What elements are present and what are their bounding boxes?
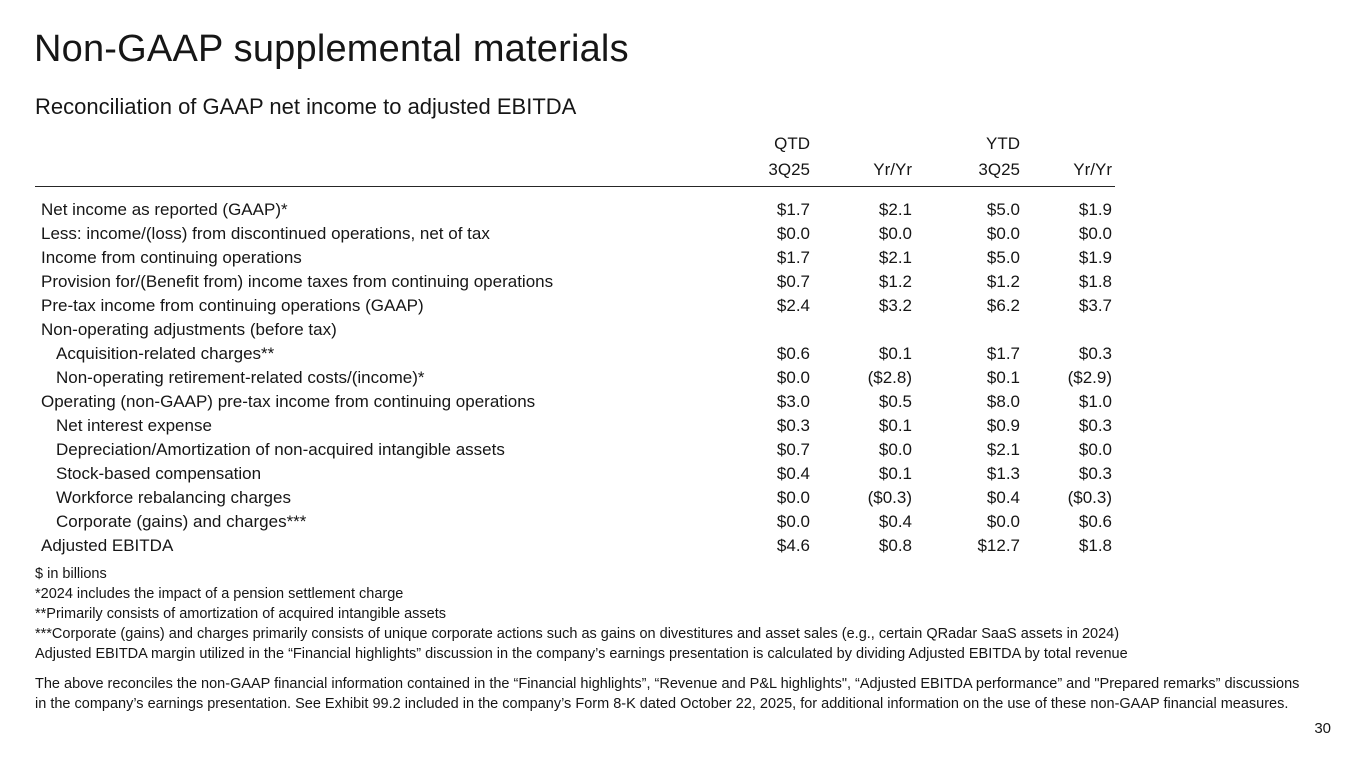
- ytd-yryr-value: $0.3: [1078, 344, 1112, 363]
- row-label: Depreciation/Amortization of non-acquired intangible assets: [56, 440, 505, 459]
- row-label: Adjusted EBITDA: [41, 536, 174, 555]
- qtd-yryr-value: ($2.8): [867, 368, 912, 387]
- row-label: Less: income/(loss) from discontinued operations, net of tax: [41, 224, 490, 243]
- ytd-3q25-value: $0.0: [986, 512, 1020, 531]
- table-row: [35, 486, 1115, 510]
- group-header-blank: [1023, 131, 1115, 156]
- ytd-yryr-value: $1.8: [1078, 536, 1112, 555]
- ytd-3q25-value: $6.2: [986, 296, 1020, 315]
- ytd-yryr-value: [1023, 318, 1115, 342]
- table-row: [35, 438, 1115, 462]
- page-number: 30: [1314, 720, 1331, 737]
- table-row: [35, 318, 1115, 342]
- header-spacer: [35, 131, 725, 156]
- ytd-yryr-value: $1.0: [1078, 392, 1112, 411]
- table-row: [35, 414, 1115, 438]
- table-row: [35, 366, 1115, 390]
- ytd-3q25-value: [915, 318, 1023, 342]
- qtd-yryr-value: [813, 318, 915, 342]
- row-label: Net interest expense: [56, 416, 212, 435]
- row-label: Provision for/(Benefit from) income taxes from continuing operations: [41, 272, 554, 291]
- row-label: Stock-based compensation: [56, 464, 262, 483]
- row-label: Non-operating retirement-related costs/(income)*: [56, 368, 425, 387]
- column-header-qtd-yryr: Yr/Yr: [813, 156, 915, 187]
- qtd-yryr-value: $2.1: [878, 200, 912, 219]
- ytd-3q25-value: $0.0: [986, 224, 1020, 243]
- ytd-3q25-value: $12.7: [977, 536, 1020, 555]
- qtd-3q25-value: $0.4: [776, 464, 810, 483]
- qtd-3q25-value: $0.0: [776, 368, 810, 387]
- ytd-yryr-value: $0.0: [1078, 440, 1112, 459]
- column-header-qtd-3q25: 3Q25: [725, 156, 813, 187]
- table-row: [35, 270, 1115, 294]
- column-header-row: [35, 156, 1115, 187]
- qtd-3q25-value: $0.0: [776, 224, 810, 243]
- row-label: Pre-tax income from continuing operations (GAAP): [41, 296, 424, 315]
- qtd-yryr-value: $1.2: [878, 272, 912, 291]
- column-header-ytd-3q25: 3Q25: [915, 156, 1023, 187]
- ytd-yryr-value: $0.6: [1078, 512, 1112, 531]
- qtd-3q25-value: $1.7: [776, 248, 810, 267]
- qtd-yryr-value: $0.0: [878, 440, 912, 459]
- qtd-yryr-value: $0.1: [878, 464, 912, 483]
- ytd-3q25-value: $1.3: [986, 464, 1020, 483]
- row-label: Net income as reported (GAAP)*: [41, 200, 288, 219]
- footnotes: [35, 564, 1128, 664]
- footnote-ebitda-margin: Adjusted EBITDA margin utilized in the “Financial highlights” discussion in the company’s earnings presentation is calculated by dividing Adjusted EBITDA by total revenue: [35, 646, 1128, 662]
- group-header-blank: [813, 131, 915, 156]
- header-spacer: [35, 156, 725, 187]
- qtd-3q25-value: [725, 318, 813, 342]
- footnote-corporate: ***Corporate (gains) and charges primarily consists of unique corporate actions such as gains on divestitures and asset sales (e.g., certain QRadar SaaS assets in 2024): [35, 626, 1120, 642]
- table-row: [35, 390, 1115, 414]
- qtd-3q25-value: $1.7: [776, 200, 810, 219]
- qtd-yryr-value: $3.2: [878, 296, 912, 315]
- header-gap: [35, 187, 1115, 199]
- ytd-yryr-value: $1.9: [1078, 200, 1112, 219]
- footnote-pension: *2024 includes the impact of a pension settlement charge: [35, 586, 404, 602]
- ytd-3q25-value: $2.1: [986, 440, 1020, 459]
- table-row: [35, 534, 1115, 558]
- ytd-3q25-value: $5.0: [986, 200, 1020, 219]
- ytd-yryr-value: $1.8: [1078, 272, 1112, 291]
- ytd-3q25-value: $5.0: [986, 248, 1020, 267]
- qtd-3q25-value: $0.0: [776, 488, 810, 507]
- qtd-yryr-value: ($0.3): [867, 488, 912, 507]
- ytd-yryr-value: $0.0: [1078, 224, 1112, 243]
- column-header-ytd-yryr: Yr/Yr: [1023, 156, 1115, 187]
- qtd-3q25-value: $2.4: [776, 296, 810, 315]
- disclaimer-paragraph: The above reconciles the non-GAAP financial information contained in the “Financial highlights”, “Revenue and P&L highlights", “Adjusted EBITDA performance” and "Prepared remarks” discussions in the company’s earnings presentation. See Exhibit 99.2 included in the company’s Form 8-K dated October 22, 2025, for additional information on the use of these non-GAAP financial measures.: [35, 676, 1300, 712]
- qtd-yryr-value: $0.1: [878, 344, 912, 363]
- qtd-3q25-value: $0.7: [776, 272, 810, 291]
- table-row: [35, 342, 1115, 366]
- row-label: Corporate (gains) and charges***: [56, 512, 307, 531]
- qtd-yryr-value: $2.1: [878, 248, 912, 267]
- table-row: [35, 222, 1115, 246]
- reconciliation-table: [35, 131, 1115, 558]
- ytd-3q25-value: $1.2: [986, 272, 1020, 291]
- ytd-3q25-value: $1.7: [986, 344, 1020, 363]
- qtd-3q25-value: $0.6: [776, 344, 810, 363]
- group-header-qtd: QTD: [774, 133, 810, 153]
- table-row: [35, 294, 1115, 318]
- ytd-yryr-value: ($0.3): [1067, 488, 1112, 507]
- qtd-yryr-value: $0.5: [878, 392, 912, 411]
- table-row: [35, 510, 1115, 534]
- page-title: Non-GAAP supplemental materials: [34, 28, 629, 70]
- qtd-3q25-value: $4.6: [776, 536, 810, 555]
- ytd-yryr-value: ($2.9): [1067, 368, 1112, 387]
- qtd-yryr-value: $0.4: [878, 512, 912, 531]
- table-row: [35, 462, 1115, 486]
- footnote-acquisition: **Primarily consists of amortization of acquired intangible assets: [35, 606, 447, 622]
- qtd-3q25-value: $3.0: [776, 392, 810, 411]
- ytd-3q25-value: $0.1: [986, 368, 1020, 387]
- page-subtitle: Reconciliation of GAAP net income to adjusted EBITDA: [35, 94, 577, 119]
- group-header-row: [35, 131, 1115, 156]
- qtd-3q25-value: $0.7: [776, 440, 810, 459]
- footnote-units: $ in billions: [35, 566, 107, 582]
- qtd-yryr-value: $0.0: [878, 224, 912, 243]
- ytd-3q25-value: $0.4: [986, 488, 1020, 507]
- ytd-3q25-value: $8.0: [986, 392, 1020, 411]
- qtd-yryr-value: $0.8: [878, 536, 912, 555]
- row-label: Workforce rebalancing charges: [56, 488, 291, 507]
- ytd-yryr-value: $1.9: [1078, 248, 1112, 267]
- row-label: Income from continuing operations: [41, 248, 302, 267]
- ytd-yryr-value: $3.7: [1078, 296, 1112, 315]
- ytd-3q25-value: $0.9: [986, 416, 1020, 435]
- table-row: [35, 198, 1115, 222]
- ytd-yryr-value: $0.3: [1078, 464, 1112, 483]
- qtd-yryr-value: $0.1: [878, 416, 912, 435]
- group-header-ytd: YTD: [986, 133, 1020, 153]
- qtd-3q25-value: $0.3: [776, 416, 810, 435]
- row-label: Operating (non-GAAP) pre-tax income from continuing operations: [41, 392, 536, 411]
- ytd-yryr-value: $0.3: [1078, 416, 1112, 435]
- row-label: Acquisition-related charges**: [56, 344, 275, 363]
- table-row: [35, 246, 1115, 270]
- qtd-3q25-value: $0.0: [776, 512, 810, 531]
- row-label: Non-operating adjustments (before tax): [41, 320, 337, 339]
